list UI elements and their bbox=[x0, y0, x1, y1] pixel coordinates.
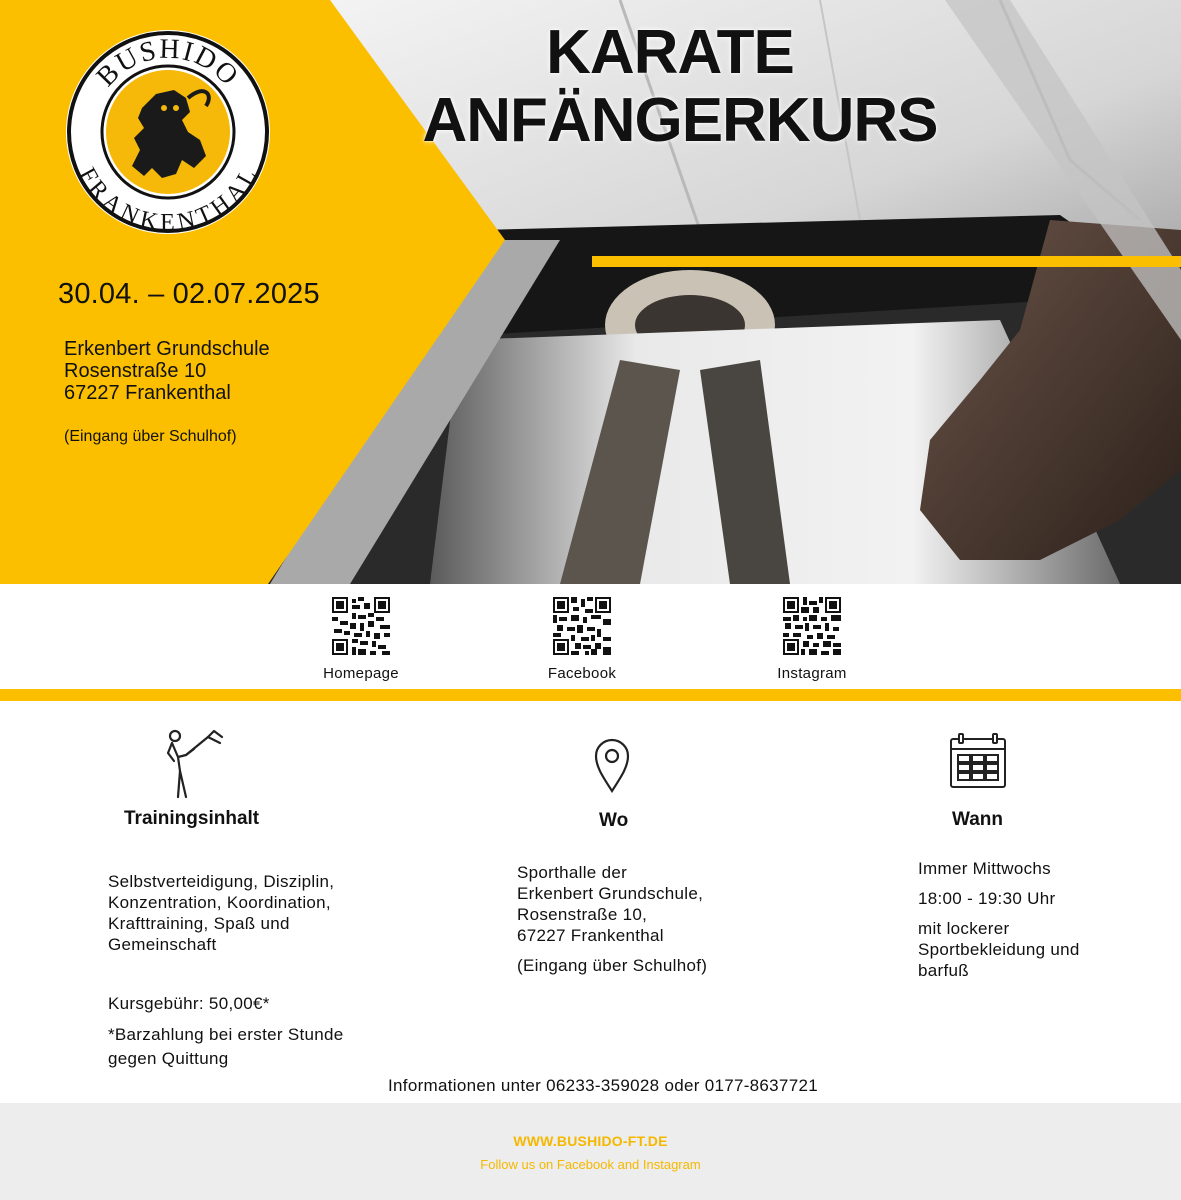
when-day: Immer Mittwochs bbox=[918, 859, 1051, 878]
svg-text:FRANKENTHAL bbox=[74, 164, 263, 236]
kick-icon bbox=[164, 727, 226, 801]
text-line: gegen Quittung bbox=[108, 1049, 229, 1068]
text-line: Rosenstraße 10, bbox=[517, 905, 648, 924]
address-line: 67227 Frankenthal bbox=[64, 382, 231, 404]
page-title bbox=[422, 18, 960, 158]
qr-instagram[interactable] bbox=[752, 597, 872, 682]
text-line: Krafttraining, Spaß und bbox=[108, 914, 290, 933]
entry-note: (Eingang über Schulhof) bbox=[64, 428, 237, 445]
address-line: Erkenbert Grundschule bbox=[64, 338, 270, 360]
location-pin-icon bbox=[593, 737, 631, 793]
text-line: 67227 Frankenthal bbox=[517, 926, 664, 945]
text-line: *Barzahlung bei erster Stunde bbox=[108, 1025, 344, 1044]
qr-label: Homepage bbox=[323, 665, 399, 682]
qr-label: Instagram bbox=[777, 665, 847, 682]
fee-note bbox=[108, 1023, 344, 1071]
text-line: mit lockerer bbox=[918, 919, 1010, 938]
qr-code-icon[interactable] bbox=[783, 597, 841, 655]
qr-code-icon[interactable] bbox=[332, 597, 390, 655]
svg-text:BUSHIDO bbox=[91, 34, 246, 93]
title-line-1: KARATE bbox=[546, 18, 794, 87]
qr-homepage[interactable] bbox=[301, 597, 421, 682]
training-text bbox=[108, 871, 334, 955]
when-title: Wann bbox=[952, 809, 1004, 830]
when-time: 18:00 - 19:30 Uhr bbox=[918, 889, 1056, 908]
text-line: Sporthalle der bbox=[517, 863, 628, 882]
course-address bbox=[64, 338, 270, 404]
calendar-icon bbox=[949, 733, 1007, 789]
logo-top-text: BUSHIDO bbox=[90, 33, 246, 93]
bushido-logo bbox=[64, 28, 272, 236]
footer bbox=[0, 1103, 1181, 1200]
where-entry: (Eingang über Schulhof) bbox=[517, 956, 708, 975]
where-text bbox=[517, 862, 703, 946]
when-dress bbox=[918, 918, 1080, 981]
qr-label: Facebook bbox=[547, 665, 617, 682]
divider-bar bbox=[0, 689, 1181, 701]
where-title: Wo bbox=[599, 810, 629, 831]
title-line-2: ANFÄNGERKURS bbox=[422, 86, 938, 155]
follow-text: Follow us on Facebook and Instagram bbox=[480, 1157, 701, 1172]
contact-info: Informationen unter 06233-359028 oder 0177-8637721 bbox=[388, 1076, 818, 1095]
course-dates: 30.04. – 02.07.2025 bbox=[58, 278, 320, 310]
text-line: Erkenbert Grundschule, bbox=[517, 884, 704, 903]
text-line: Konzentration, Koordination, bbox=[108, 893, 331, 912]
text-line: Sportbekleidung und bbox=[918, 940, 1080, 959]
text-line: barfuß bbox=[918, 961, 969, 980]
hero-banner bbox=[0, 0, 1181, 584]
text-line: Gemeinschaft bbox=[108, 935, 217, 954]
training-title: Trainingsinhalt bbox=[124, 808, 260, 829]
qr-code-icon[interactable] bbox=[553, 597, 611, 655]
course-fee: Kursgebühr: 50,00€* bbox=[108, 994, 270, 1013]
qr-facebook[interactable] bbox=[522, 597, 642, 682]
address-line: Rosenstraße 10 bbox=[64, 360, 207, 382]
text-line: Selbstverteidigung, Disziplin, bbox=[108, 872, 335, 891]
website-link[interactable]: WWW.BUSHIDO-FT.DE bbox=[513, 1133, 668, 1149]
logo-bottom-text: FRANKENTHAL bbox=[73, 163, 263, 236]
